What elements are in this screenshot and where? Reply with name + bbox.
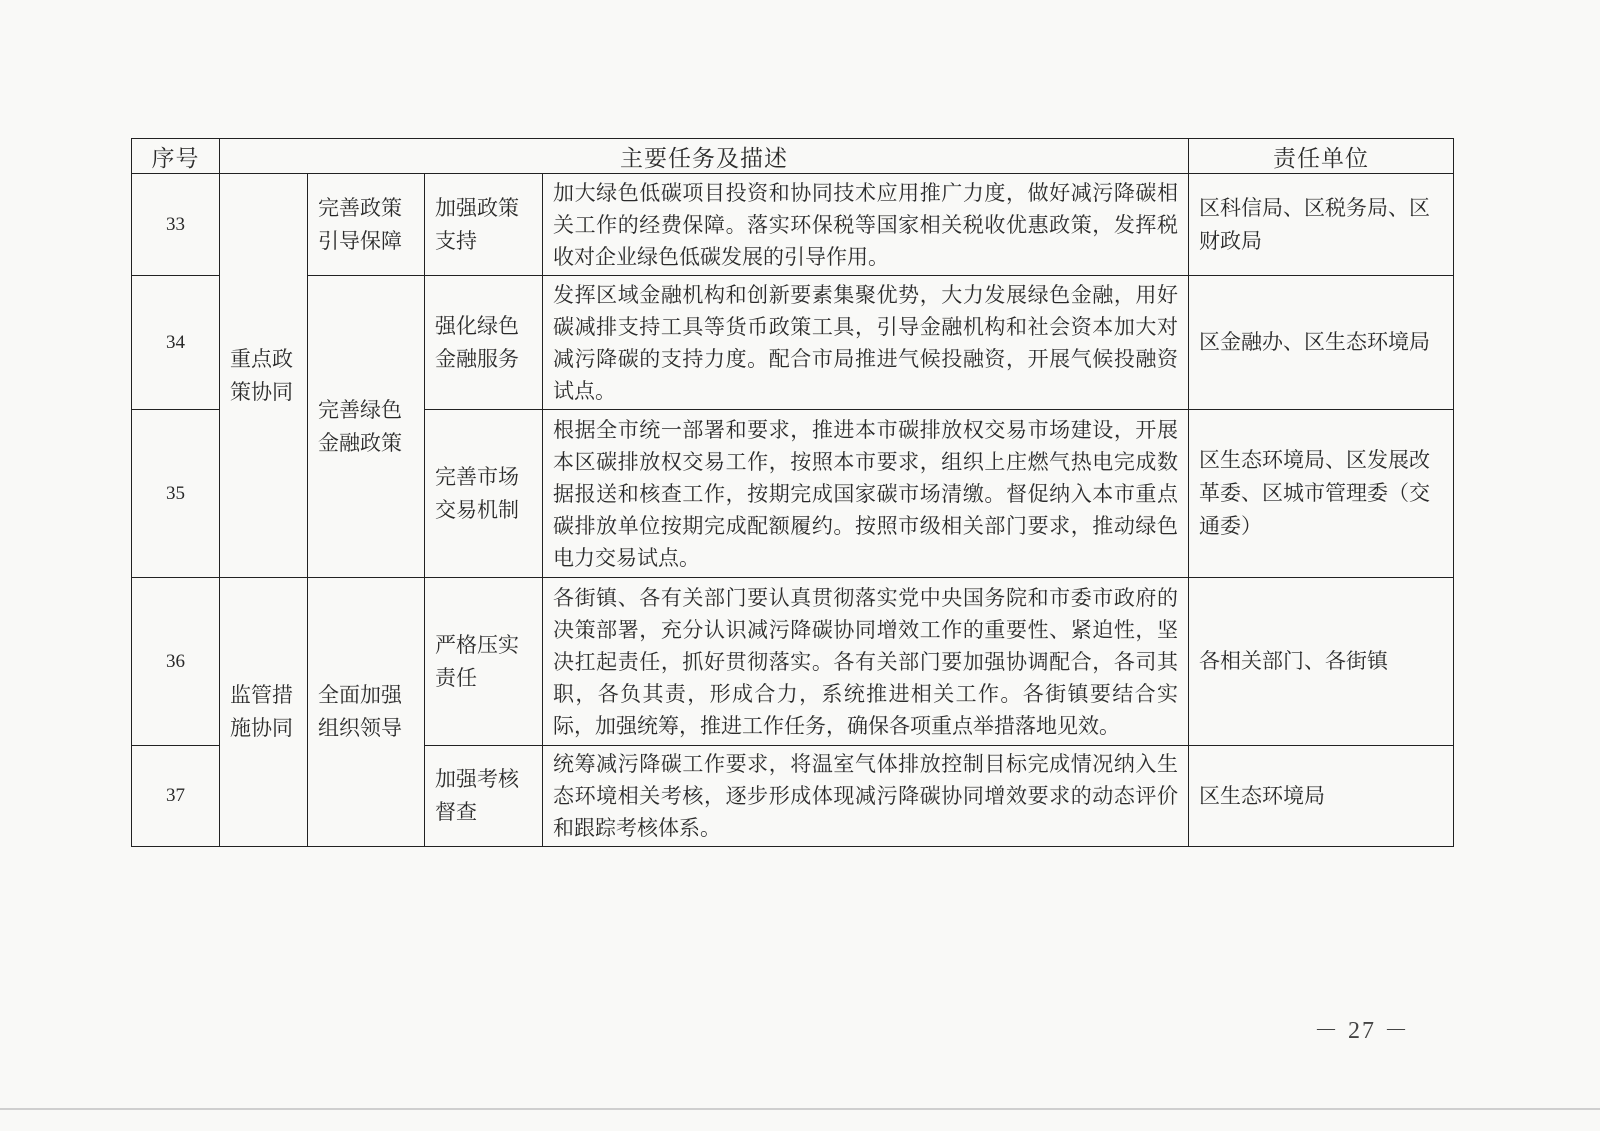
task-cell: 强化绿色金融服务	[425, 276, 543, 410]
table-row	[132, 578, 1454, 746]
table-row	[132, 276, 1454, 410]
page-number: － 27 －	[1314, 1018, 1410, 1044]
description-cell: 根据全市统一部署和要求，推进本市碳排放权交易市场建设，开展本区碳排放权交易工作，按照本市要求，组织上庄燃气热电完成数据报送和核查工作，按期完成国家碳市场清缴。督促纳入本市重点碳排放单位按期完成配额履约。按照市级相关部门要求，推动绿色电力交易试点。	[543, 410, 1189, 578]
row-number: 37	[132, 746, 220, 847]
category-cell: 监管措施协同	[220, 578, 308, 847]
header-task-desc: 主要任务及描述	[220, 139, 1189, 174]
subcategory-cell: 全面加强组织领导	[308, 578, 425, 847]
header-seq: 序号	[132, 139, 220, 174]
task-cell: 严格压实责任	[425, 578, 543, 746]
task-cell: 加强考核督查	[425, 746, 543, 847]
table-header-row	[132, 139, 1454, 174]
responsible-cell: 区科信局、区税务局、区财政局	[1189, 174, 1454, 276]
row-number: 34	[132, 276, 220, 410]
row-number: 36	[132, 578, 220, 746]
subcategory-cell: 完善政策引导保障	[308, 174, 425, 276]
responsible-cell: 区生态环境局	[1189, 746, 1454, 847]
header-responsible: 责任单位	[1189, 139, 1454, 174]
responsible-cell: 区金融办、区生态环境局	[1189, 276, 1454, 410]
task-table	[131, 138, 1454, 847]
table-row	[132, 174, 1454, 276]
description-cell: 加大绿色低碳项目投资和协同技术应用推广力度，做好减污降碳相关工作的经费保障。落实环保税等国家相关税收优惠政策，发挥税收对企业绿色低碳发展的引导作用。	[543, 174, 1189, 276]
category-cell: 重点政策协同	[220, 174, 308, 578]
task-cell: 完善市场交易机制	[425, 410, 543, 578]
row-number: 33	[132, 174, 220, 276]
responsible-cell: 各相关部门、各街镇	[1189, 578, 1454, 746]
description-cell: 各街镇、各有关部门要认真贯彻落实党中央国务院和市委市政府的决策部署，充分认识减污降碳协同增效工作的重要性、紧迫性，坚决扛起责任，抓好贯彻落实。各有关部门要加强协调配合，各司其职，各负其责，形成合力，系统推进相关工作。各街镇要结合实际，加强统筹，推进工作任务，确保各项重点举措落地见效。	[543, 578, 1189, 746]
task-cell: 加强政策支持	[425, 174, 543, 276]
bottom-divider	[0, 1108, 1600, 1110]
description-cell: 发挥区域金融机构和创新要素集聚优势，大力发展绿色金融，用好碳减排支持工具等货币政策工具，引导金融机构和社会资本加大对减污降碳的支持力度。配合市局推进气候投融资，开展气候投融资试点。	[543, 276, 1189, 410]
description-cell: 统筹减污降碳工作要求，将温室气体排放控制目标完成情况纳入生态环境相关考核，逐步形成体现减污降碳协同增效要求的动态评价和跟踪考核体系。	[543, 746, 1189, 847]
row-number: 35	[132, 410, 220, 578]
subcategory-cell: 完善绿色金融政策	[308, 276, 425, 578]
responsible-cell: 区生态环境局、区发展改革委、区城市管理委（交通委）	[1189, 410, 1454, 578]
